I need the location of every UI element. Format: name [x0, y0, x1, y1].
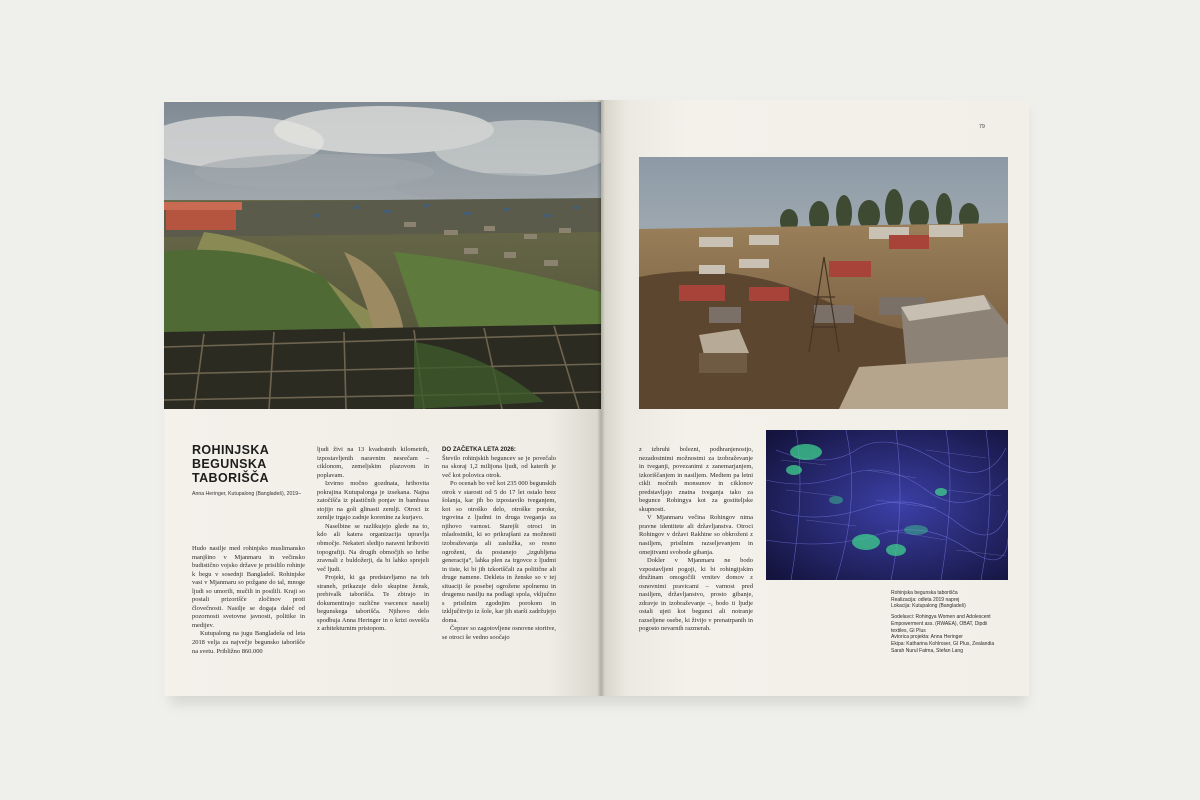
paragraph: Dokler v Mjanmaru ne bodo vzpostavljeni pogoji, ki bi rohingijskim družinam omogočili vrnitev domov z osnovnimi pravicami – varnost pred nasiljem, državljanstvo, prosto gibanje, zdravje in izobraževanje –, bodo ti ljudje ostali ujeti kot begunci ali notranje razseljene osebe, ki živijo v prenatrpanih in pogosto nevarnih razmerah. — [639, 557, 753, 633]
caption-line: textiles, GI Plus — [891, 627, 926, 634]
article-title — [192, 443, 312, 485]
paragraph: Število rohinjskih beguncev se je povečalo na skoraj 1,2 milijona ljudi, od katerih je več kot polovica otrok. — [442, 454, 556, 479]
title-line: TABORIŠČA — [192, 471, 269, 485]
title-line: ROHINJSKA — [192, 443, 270, 457]
paragraph: ljudi živi na 13 kvadratnih kilometrih, izpostavljenih naravnim nesrečam – ciklonom, zemeljskim plazovom in poplavam. — [317, 446, 429, 479]
page-number: 79 — [978, 124, 985, 130]
paragraph: V Mjanmaru večina Rohingov nima pravne identitete ali državljanstva. Otroci Rohingov v državi Rakhine so obkroženi z nasiljem, prisilnim razseljevanjem in omejitvami svobode gibanja. — [639, 514, 753, 556]
text-column-2 — [317, 446, 429, 634]
text-column-3 — [442, 446, 556, 643]
photo-credit: Anna Heringer, Kutupalong (Bangladeš), 2019– — [192, 491, 302, 497]
right-page — [601, 100, 1029, 696]
title-line: BEGUNSKA — [192, 457, 267, 471]
caption-line: Avtorica projekta: Anna Heringer — [891, 634, 963, 641]
paragraph: Izvirno močno gozdnata, hribovita pokrajina Kutupalonga je izsekana. Najna zatočišča iz plastičnih ponjav in bambusa stojijo na goli glinasti zemlji. Otroci iz zemlje trgajo zadnje korenine za kurjavo. — [317, 480, 429, 522]
caption-line: Sarah Nurul Fatma, Stefan Lang — [891, 647, 963, 654]
caption-line: Empowerment ass. (RWAEA), OBAT, Dipdii — [891, 620, 988, 627]
left-page — [164, 100, 601, 696]
paragraph: Naselbine se razlikujejo glede na to, kdo ali katera organizacija upravlja območje. Nekateri sledijo naravni hriboviti topografiji. Na drugih območjih so hribe zravnali z buldožerji, da bi lahko sprejeli več ljudi. — [317, 522, 429, 573]
camp-landscape-photo — [164, 102, 601, 409]
camp-hillside-photo — [639, 157, 1008, 409]
paragraph: Čeprav so zagotovljene osnovne storitve, se otroci še vedno soočajo — [442, 625, 557, 642]
paragraph: z izbruhi bolezni, podhranjenostjo, nezadostnimi možnostmi za izobraževanje in tveganji, povezanimi z zanemarjanjem, izkoriščanjem in nasiljem. Medtem pa letni cikli močnih monsunov in ciklonov predstavljajo znatna tveganja tako za begunce Rohingya kot za gostiteljske skupnosti. — [639, 446, 753, 513]
caption-line: Sodelavci: Rohingya Women and Adolescent — [891, 614, 991, 621]
caption-line: Realizacija: odleta 2019 naprej — [891, 596, 960, 603]
caption-line: Rohinjska begunska taborišča — [891, 590, 958, 596]
paragraph: Projekt, ki ga predstavljamo na teh straneh, prikazuje delo skupine žensk, prebivalk taborišča. Te zbirajo in dokumentirajo različne vsecence naselij begunskega taborišča. Njihovo delo spodbuja Anna Heringer in o krizi osvešča z arhitekturnim pristopom. — [317, 574, 429, 633]
caption-line: Lokacija: Kutupalong (Bangladeš) — [891, 603, 966, 610]
paragraph: Kutupalong na jugu Bangladeša od leta 2018 velja za največje begunsko taborišče na svetu. Približno 860.000 — [192, 630, 305, 655]
text-column-1 — [192, 545, 305, 656]
project-caption — [891, 590, 1011, 654]
section-heading: DO ZAČETKA LETA 2026: — [442, 446, 516, 453]
caption-line: Ekipa: Katharina Kohlroser, GI Plus, Zealandia — [891, 640, 995, 647]
paragraph: Hudo nasilje med rohinjsko muslimansko manjšino v Mjanmaru in večinsko budistično vojsko države je prisililo rohinje k begu v sosednji Bangladeš. Rohinjske vasi v Mjanmaru so požgane do tal, mnoge ljudi so umorili, mučili in posilili. Kraji so postali prizorišče zločinov proti človečnosti. Nasilje se dogaja daleč od pozornosti svetovne javnosti, politike in medijev. — [192, 545, 305, 629]
book-gutter — [597, 100, 605, 696]
text-column-4 — [639, 446, 753, 634]
settlement-map-image — [766, 430, 1008, 580]
paragraph: Po ocenah bo več kot 235 000 begunskih otrok v starosti od 5 do 17 let ostalo brez šolanja, kar jih bo izpostavilo tveganjem, kot so otroško delo, otroške poroke, trgovina z ljudmi in druga tveganja za njihovo varnost. Starejši otroci in mladostniki, ki so prikrajšani za možnosti izobraževanja ali zaslužka, so resno ogroženi, da postanejo „izgubljena generacija“, lahka plen za trgovce z ljudmi in tiste, ki bi jih izkoriščali za politične ali druge namene. Dekleta in ženske so v tej situaciji še posebej ogrožene spolnemu in drugemu nasilju na podlagi spola, vključno s prisilnim zgodnjim porokom in izključitvijo iz šole, kar jih starši zadržujejo doma. — [442, 480, 556, 624]
